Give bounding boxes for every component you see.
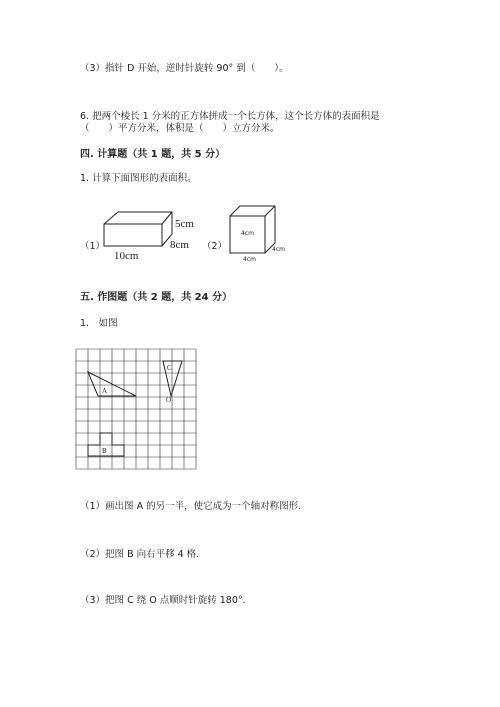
task-2-text: （2）把图 B 向右平移 4 格.: [80, 549, 200, 560]
shape-b-label: B: [102, 447, 107, 455]
section-5-question-1: 1. 如图: [80, 318, 118, 329]
cube-side-label: 4cm: [272, 246, 285, 253]
question-3-text: （3）指针 D 开始，逆时针旋转 90° 到（ ）。: [80, 63, 289, 74]
task-1-text: （1）画出图 A 的另一半，使它成为一个轴对称图形.: [80, 501, 302, 512]
shape-a-label: A: [102, 387, 108, 395]
shape-c-label: C: [167, 364, 172, 372]
cuboid-length-label: 10cm: [114, 250, 139, 262]
shape-c: [163, 361, 182, 396]
cube-front-label: 4cm: [241, 230, 254, 237]
task-3-text: （3）把图 C 绕 O 点顺时针旋转 180°.: [80, 595, 246, 606]
section-4-title: 四. 计算题（共 1 题，共 5 分）: [80, 149, 226, 160]
cuboid-height-label: 5cm: [175, 218, 194, 230]
cuboid-width-label: 8cm: [170, 239, 189, 251]
question-6-line-1: 6. 把两个棱长 1 分米的正方体拼成一个长方体，这个长方体的表面积是: [80, 111, 380, 122]
figure-1-number: （1）: [80, 241, 106, 252]
question-6-line-2: （ ）平方分米，体积是（ ）立方分米。: [80, 123, 280, 134]
section-4-question-1: 1. 计算下面图形的表面积。: [80, 173, 197, 184]
section-5-title: 五. 作图题（共 2 题，共 24 分）: [80, 292, 233, 303]
cube-bottom-label: 4cm: [243, 256, 256, 263]
figure-2-number: （2）: [202, 241, 228, 252]
point-o-label: O: [166, 396, 172, 404]
